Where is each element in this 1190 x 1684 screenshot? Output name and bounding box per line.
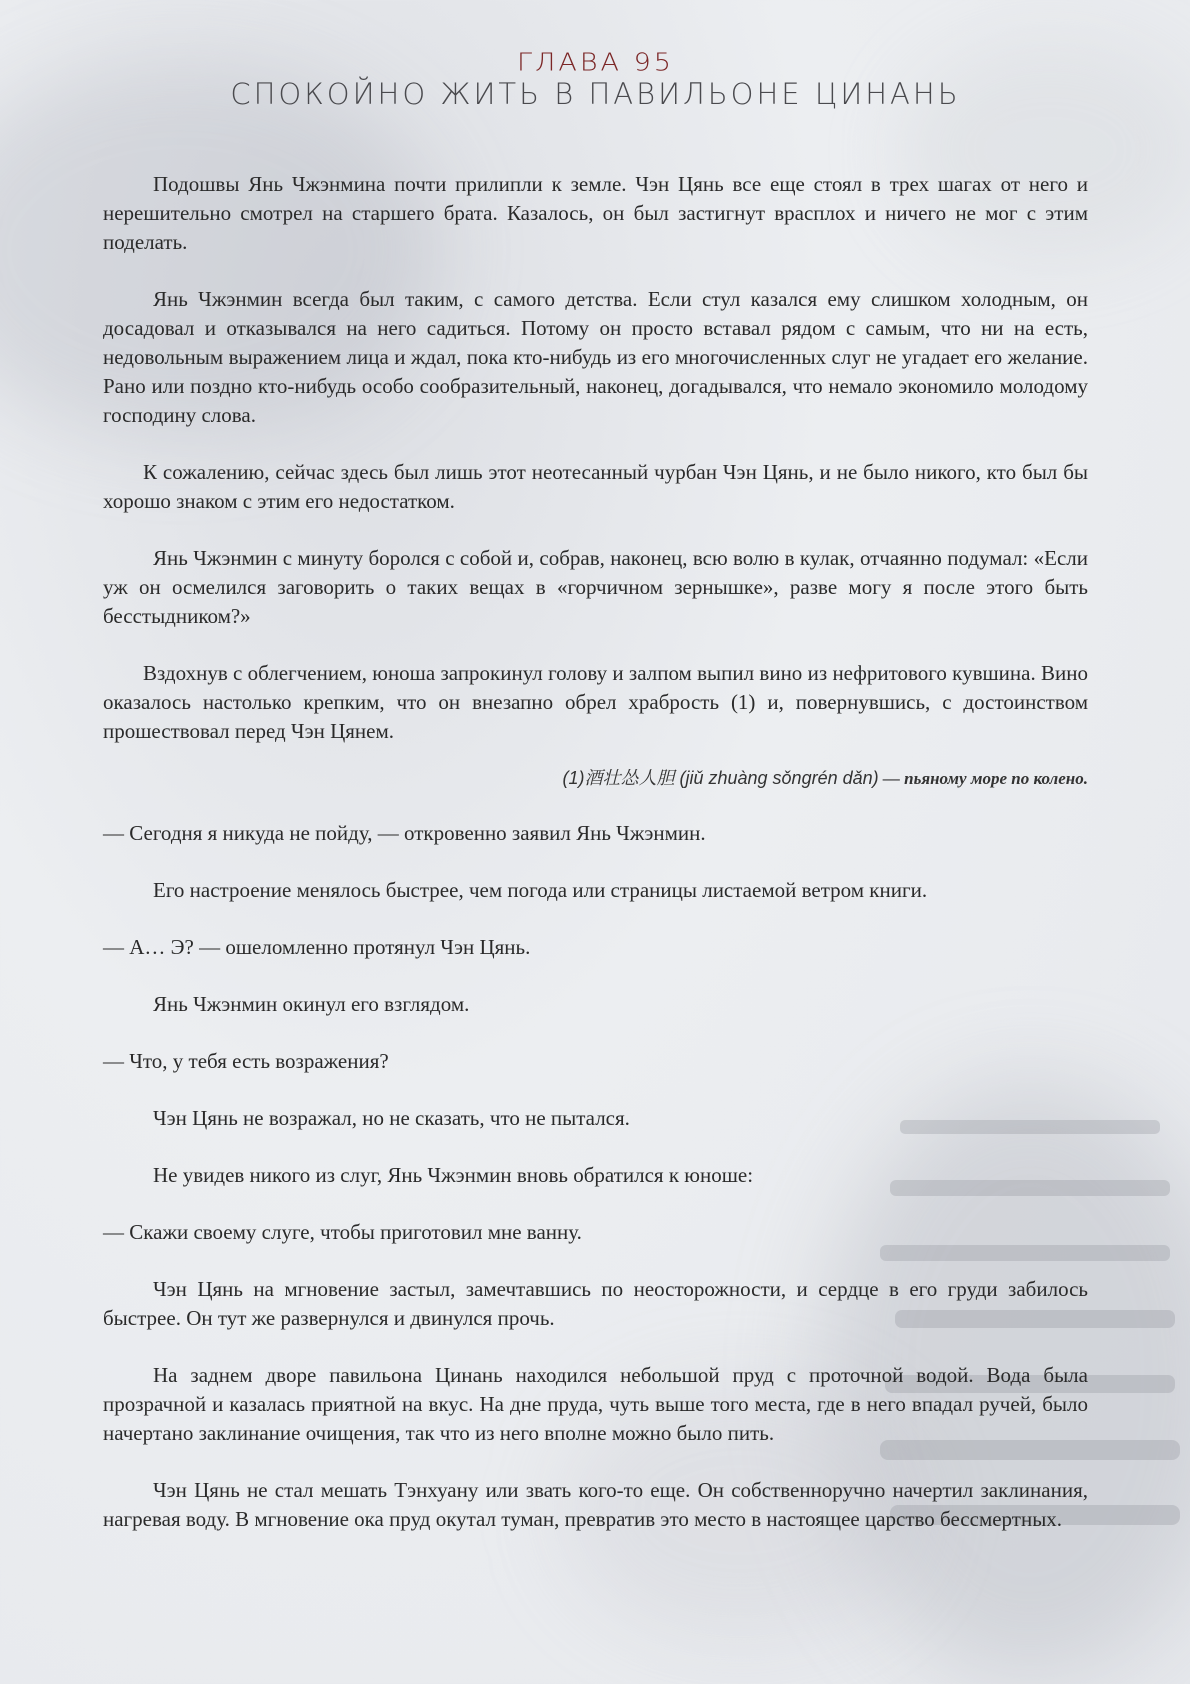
paragraph: Не увидев никого из слуг, Янь Чжэнмин вновь обратился к юноше: xyxy=(153,1163,754,1187)
chapter-number: ГЛАВА 95 xyxy=(517,48,674,77)
paragraph: Его настроение менялось быстрее, чем погода или страницы листаемой ветром книги. xyxy=(153,878,928,902)
chapter-title: СПОКОЙНО ЖИТЬ В ПАВИЛЬОНЕ ЦИНАНЬ xyxy=(230,77,961,111)
footnote-ref: (1)酒壮怂人胆 (jiǔ zhuàng sǒngrén dǎn) xyxy=(562,768,879,788)
dialogue-line: — А… Э? — ошеломленно протянул Чэн Цянь. xyxy=(103,935,531,959)
paragraph: Чэн Цянь на мгновение застыл, замечтавшись по неосторожности, и сердце в его груди забилось быстрее. Он тут же развернулся и двинулся прочь. xyxy=(103,1277,1088,1330)
paragraph: Янь Чжэнмин окинул его взглядом. xyxy=(153,992,470,1016)
paragraph: Янь Чжэнмин с минуту боролся с собой и, собрав, наконец, всю волю в кулак, отчаянно подумал: «Если уж он осмелился заговорить о таких вещах в «горчичном зернышке», разве могу я после этого быть бесстыдником?» xyxy=(103,546,1088,628)
dialogue-line: — Сегодня я никуда не пойду, — откровенно заявил Янь Чжэнмин. xyxy=(103,821,706,845)
footnote-text: — пьяному море по колено. xyxy=(878,769,1088,788)
dialogue-line: — Что, у тебя есть возражения? xyxy=(103,1049,389,1073)
paragraph: Вздохнув с облегчением, юноша запрокинул голову и залпом выпил вино из нефритового кувшина. Вино оказалось настолько крепким, что он внезапно обрел храбрость (1) и, повернувшись, с достоинством прошествовал перед Чэн Цянем. xyxy=(103,661,1088,743)
paragraph: Подошвы Янь Чжэнмина почти прилипли к земле. Чэн Цянь все еще стоял в трех шагах от него и нерешительно смотрел на старшего брата. Казалось, он был застигнут врасплох и ничего не мог с этим поделать. xyxy=(103,172,1088,254)
paragraph: Янь Чжэнмин всегда был таким, с самого детства. Если стул казался ему слишком холодным, он досадовал и отказывался на него садиться. Потому он просто вставал рядом с самым, что ни на есть, недовольным выражением лица и ждал, пока кто-нибудь из его многочисленных слуг не угадает его желание. Рано или поздно кто-нибудь особо сообразительный, наконец, догадывался, что немало экономило молодому господину слова. xyxy=(103,287,1088,427)
paragraph: К сожалению, сейчас здесь был лишь этот неотесанный чурбан Чэн Цянь, и не было никого, кто был бы хорошо знаком с этим его недостатком. xyxy=(103,460,1088,513)
paragraph: На заднем дворе павильона Цинань находился небольшой пруд с проточной водой. Вода была прозрачной и казалась приятной на вкус. На дне пруда, чуть выше того места, где в него впадал ручей, было начертано заклинание очищения, так что из него вполне можно было пить. xyxy=(103,1363,1088,1445)
footnote xyxy=(103,766,1088,791)
paragraph: Чэн Цянь не возражал, но не сказать, что не пытался. xyxy=(153,1106,630,1130)
chapter-body xyxy=(103,170,1088,1534)
paragraph: Чэн Цянь не стал мешать Тэнхуану или звать кого-то еще. Он собственноручно начертил заклинания, нагревая воду. В мгновение ока пруд окутал туман, превратив это место в настоящее царство бессмертных. xyxy=(103,1478,1088,1531)
page-header xyxy=(103,48,1088,110)
dialogue-line: — Скажи своему слуге, чтобы приготовил мне ванну. xyxy=(103,1220,582,1244)
